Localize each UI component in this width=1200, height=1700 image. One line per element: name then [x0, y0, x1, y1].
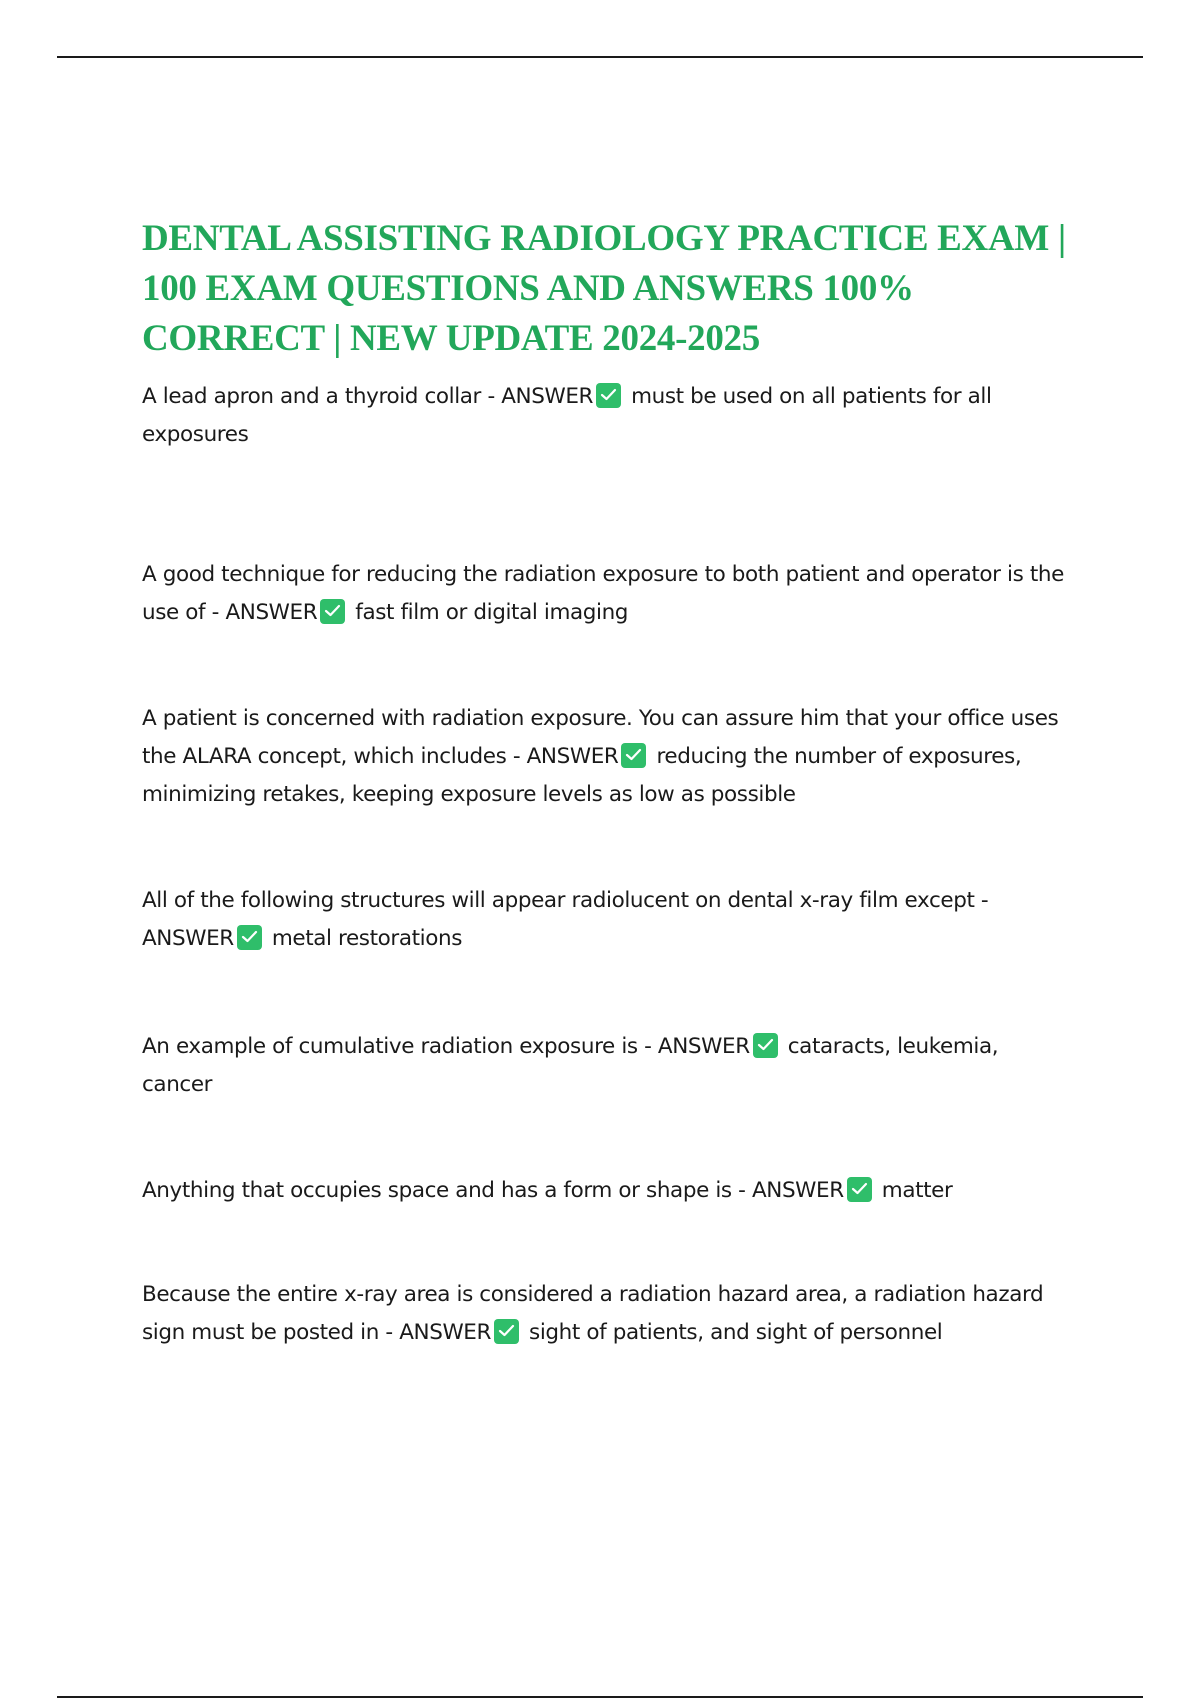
- qa-item-4: [142, 882, 1072, 958]
- question-text: A lead apron and a thyroid collar: [142, 384, 481, 409]
- answer-text: fast film or digital imaging: [355, 600, 629, 625]
- qa-item-7: [142, 1276, 1072, 1352]
- question-text: All of the following structures will appear radiolucent on dental x-ray film except: [142, 888, 975, 913]
- green-check-icon: [596, 383, 621, 408]
- qa-item-3: [142, 700, 1072, 814]
- green-check-icon: [753, 1033, 778, 1058]
- qa-item-6: [142, 1172, 1072, 1210]
- header-rule: [57, 56, 1143, 58]
- document-body: [142, 214, 1072, 1352]
- qa-item-5: [142, 1028, 1072, 1104]
- answer-marker: - ANSWER: [211, 600, 318, 625]
- question-text: Because the entire x-ray area is considered a radiation hazard area, a radiation hazard sign must be posted in: [142, 1282, 1044, 1345]
- question-text: An example of cumulative radiation exposure is: [142, 1034, 638, 1059]
- green-check-icon: [320, 599, 345, 624]
- question-text: A patient is concerned with radiation exposure. You can assure him that your office uses the ALARA concept, which includes: [142, 706, 1059, 769]
- question-text: Anything that occupies space and has a form or shape is: [142, 1178, 732, 1203]
- answer-marker: - ANSWER: [738, 1178, 844, 1203]
- green-check-icon: [621, 743, 646, 768]
- answer-text: reducing the number of exposures, minimizing retakes, keeping exposure levels as low as possible: [142, 744, 1022, 807]
- answer-text: cataracts, leukemia, cancer: [142, 1034, 999, 1097]
- qa-item-2: [142, 556, 1072, 632]
- green-check-icon: [237, 925, 262, 950]
- answer-text: metal restorations: [271, 926, 462, 951]
- answer-marker: - ANSWER: [487, 384, 594, 409]
- footer-rule: [57, 1696, 1143, 1698]
- answer-text: must be used on all patients for all exposures: [142, 384, 992, 447]
- answer-marker: - ANSWER: [644, 1034, 750, 1059]
- answer-text: matter: [881, 1178, 953, 1203]
- question-text: A good technique for reducing the radiation exposure to both patient and operator is the use of: [142, 562, 1064, 625]
- answer-marker: - ANSWER: [512, 744, 619, 769]
- answer-marker: - ANSWER: [385, 1320, 492, 1345]
- answer-marker: - ANSWER: [142, 888, 989, 951]
- green-check-icon: [494, 1319, 519, 1344]
- qa-item-1: [142, 378, 1072, 454]
- green-check-icon: [847, 1177, 872, 1202]
- answer-text: sight of patients, and sight of personnel: [529, 1320, 943, 1345]
- document-title: DENTAL ASSISTING RADIOLOGY PRACTICE EXAM | 100 EXAM QUESTIONS AND ANSWERS 100% CORRECT | NEW UPDATE 2024-2025: [142, 218, 1066, 359]
